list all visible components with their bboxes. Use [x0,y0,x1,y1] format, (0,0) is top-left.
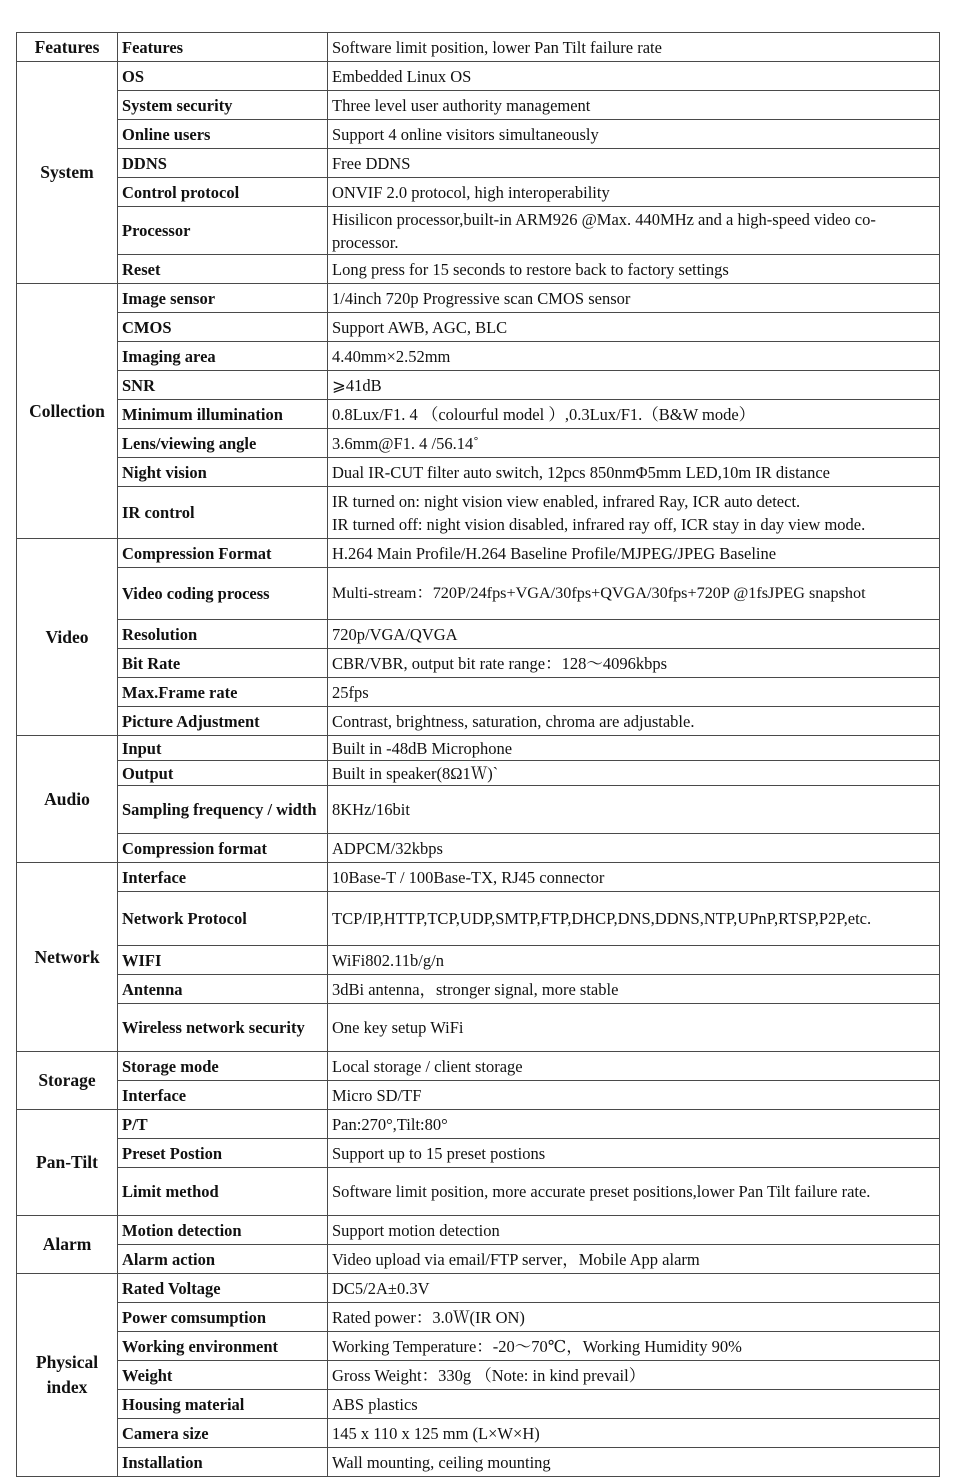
spec-label: WIFI [118,946,328,975]
table-row [17,1419,940,1448]
table-row [17,91,940,120]
spec-label: Online users [118,120,328,149]
table-row [17,1274,940,1303]
spec-label: Motion detection [118,1216,328,1245]
spec-label: Network Protocol [118,892,328,946]
category-video: Video [17,539,118,736]
table-row [17,33,940,62]
spec-value: 720p/VGA/QVGA [328,620,940,649]
table-row [17,1168,940,1216]
spec-value: Gross Weight：330g （Note: in kind prevail） [328,1361,940,1390]
spec-value: Local storage / client storage [328,1052,940,1081]
spec-label: Bit Rate [118,649,328,678]
spec-label: Resolution [118,620,328,649]
spec-label: Housing material [118,1390,328,1419]
table-row [17,1081,940,1110]
spec-label: Alarm action [118,1245,328,1274]
spec-value: CBR/VBR, output bit rate range：128～4096kbps [328,649,940,678]
spec-label: Storage mode [118,1052,328,1081]
spec-value-line: IR turned on: night vision view enabled, infrared Ray, ICR auto detect. [332,491,801,511]
table-row [17,1139,940,1168]
spec-label: Control protocol [118,178,328,207]
spec-label: Weight [118,1361,328,1390]
table-row [17,892,940,946]
spec-value: Built in -48dB Microphone [328,736,940,761]
table-row [17,284,940,313]
spec-label: P/T [118,1110,328,1139]
category-network: Network [17,863,118,1052]
table-row [17,975,940,1004]
category-features: Features [17,33,118,62]
table-row [17,400,940,429]
spec-value: Multi-stream：720P/24fps+VGA/30fps+QVGA/30fps+720P @1fsJPEG snapshot [328,568,940,620]
category-alarm: Alarm [17,1216,118,1274]
table-row [17,342,940,371]
spec-label: Working environment [118,1332,328,1361]
spec-label: IR control [118,487,328,539]
spec-label: Features [118,33,328,62]
spec-value: Wall mounting, ceiling mounting [328,1448,940,1477]
table-row [17,1448,940,1477]
spec-label: Image sensor [118,284,328,313]
spec-label: Power comsumption [118,1303,328,1332]
table-row [17,568,940,620]
table-row [17,120,940,149]
spec-value: 1/4inch 720p Progressive scan CMOS sensor [328,284,940,313]
spec-label: Compression format [118,834,328,863]
spec-label: Video coding process [118,568,328,620]
spec-label: Night vision [118,458,328,487]
spec-label: Antenna [118,975,328,1004]
table-row [17,313,940,342]
category-collection: Collection [17,284,118,539]
table-row [17,1052,940,1081]
category-system: System [17,62,118,284]
spec-label: DDNS [118,149,328,178]
spec-value [328,487,940,539]
spec-label: OS [118,62,328,91]
spec-label: Reset [118,255,328,284]
spec-value: Dual IR-CUT filter auto switch, 12pcs 850nmΦ5mm LED,10m IR distance [328,458,940,487]
table-row [17,1216,940,1245]
spec-label: Interface [118,1081,328,1110]
table-row [17,1332,940,1361]
spec-value: 4.40mm×2.52mm [328,342,940,371]
spec-value: 145 x 110 x 125 mm (L×W×H) [328,1419,940,1448]
table-row [17,62,940,91]
spec-value: 0.8Lux/F1. 4 （colourful model ）,0.3Lux/F1.（B&W mode） [328,400,940,429]
spec-value: One key setup WiFi [328,1004,940,1052]
spec-value: Video upload via email/FTP server，Mobile App alarm [328,1245,940,1274]
table-row [17,178,940,207]
table-row [17,429,940,458]
spec-label: Installation [118,1448,328,1477]
spec-label: Processor [118,207,328,255]
spec-value: Working Temperature：-20～70℃，Working Humidity 90% [328,1332,940,1361]
spec-label: Max.Frame rate [118,678,328,707]
spec-value: Pan:270°,Tilt:80° [328,1110,940,1139]
spec-label: Input [118,736,328,761]
spec-value: 8KHz/16bit [328,786,940,834]
table-row [17,620,940,649]
table-row [17,1110,940,1139]
table-row [17,487,940,539]
spec-value: Free DDNS [328,149,940,178]
spec-value: Embedded Linux OS [328,62,940,91]
category-physical-index: Physical index [17,1274,118,1477]
spec-label: Output [118,761,328,786]
spec-value: Support 4 online visitors simultaneously [328,120,940,149]
table-row [17,255,940,284]
table-row [17,371,940,400]
spec-value: DC5/2A±0.3V [328,1274,940,1303]
table-row [17,761,940,786]
table-row [17,1004,940,1052]
spec-value: Support AWB, AGC, BLC [328,313,940,342]
spec-value: 3.6mm@F1. 4 /56.14˚ [328,429,940,458]
table-row [17,458,940,487]
spec-value: 25fps [328,678,940,707]
spec-value: 3dBi antenna，stronger signal, more stable [328,975,940,1004]
table-row [17,946,940,975]
spec-value: Micro SD/TF [328,1081,940,1110]
spec-value: Three level user authority management [328,91,940,120]
table-row [17,149,940,178]
spec-value: Built in speaker(8Ω1Ｗ)` [328,761,940,786]
spec-table-body [17,33,940,1477]
spec-value: 10Base-T / 100Base-TX, RJ45 connector [328,863,940,892]
table-row [17,539,940,568]
spec-label: Imaging area [118,342,328,371]
spec-value: Hisilicon processor,built-in ARM926 @Max. 440MHz and a high-speed video co-processor. [328,207,940,255]
table-row [17,707,940,736]
spec-value: ABS plastics [328,1390,940,1419]
spec-label: Minimum illumination [118,400,328,429]
spec-label: Sampling frequency / width [118,786,328,834]
spec-label: Interface [118,863,328,892]
spec-value: TCP/IP,HTTP,TCP,UDP,SMTP,FTP,DHCP,DNS,DDNS,NTP,UPnP,RTSP,P2P,etc. [328,892,940,946]
spec-value: Support up to 15 preset postions [328,1139,940,1168]
spec-label: Rated Voltage [118,1274,328,1303]
spec-value: ONVIF 2.0 protocol, high interoperability [328,178,940,207]
spec-label: Picture Adjustment [118,707,328,736]
spec-table [16,32,940,1477]
category-storage: Storage [17,1052,118,1110]
table-row [17,207,940,255]
table-row [17,678,940,707]
spec-label: Wireless network security [118,1004,328,1052]
spec-label: Preset Postion [118,1139,328,1168]
spec-value: Long press for 15 seconds to restore back to factory settings [328,255,940,284]
spec-label: System security [118,91,328,120]
table-row [17,863,940,892]
table-row [17,834,940,863]
spec-label: Camera size [118,1419,328,1448]
spec-label: Lens/viewing angle [118,429,328,458]
spec-value: Rated power：3.0Ｗ(IR ON) [328,1303,940,1332]
spec-value: WiFi802.11b/g/n [328,946,940,975]
table-row [17,736,940,761]
table-row [17,649,940,678]
spec-value: ADPCM/32kbps [328,834,940,863]
table-row [17,1390,940,1419]
spec-value: Contrast, brightness, saturation, chroma are adjustable. [328,707,940,736]
table-row [17,786,940,834]
spec-value: Software limit position, more accurate preset positions,lower Pan Tilt failure rate. [328,1168,940,1216]
spec-value: ⩾41dB [328,371,940,400]
spec-label: Compression Format [118,539,328,568]
table-row [17,1303,940,1332]
spec-value: Support motion detection [328,1216,940,1245]
category-pan-tilt: Pan-Tilt [17,1110,118,1216]
spec-label: SNR [118,371,328,400]
table-row [17,1361,940,1390]
spec-label: Limit method [118,1168,328,1216]
spec-value-line: IR turned off: night vision disabled, infrared ray off, ICR stay in day view mode. [332,514,866,534]
category-audio: Audio [17,736,118,863]
table-row [17,1245,940,1274]
spec-value: Software limit position, lower Pan Tilt failure rate [328,33,940,62]
spec-value: H.264 Main Profile/H.264 Baseline Profile/MJPEG/JPEG Baseline [328,539,940,568]
spec-label: CMOS [118,313,328,342]
